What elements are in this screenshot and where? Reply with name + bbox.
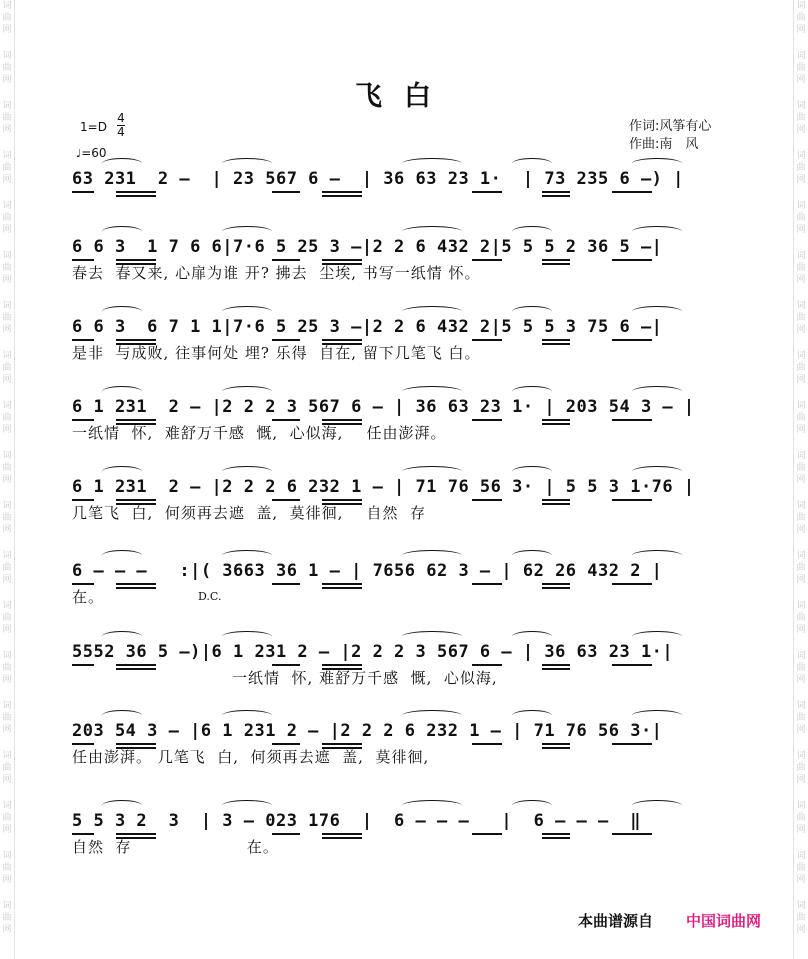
beam-underline (322, 191, 362, 193)
lyrics-line: 几笔飞 白, 何须再去遮 盖, 莫徘徊, 自然 存 (72, 504, 427, 522)
slur-arc (102, 631, 142, 642)
slur-arc (632, 710, 682, 721)
watermark-char: 词 (2, 401, 12, 411)
slur-arc (632, 386, 682, 397)
beam-underline (72, 833, 94, 835)
time-signature-bottom: 4 (117, 125, 125, 139)
score-row (72, 168, 732, 212)
beam-underline (472, 583, 502, 585)
beam-underline (542, 583, 570, 585)
watermark-char: 网 (2, 575, 12, 585)
slur-arc (632, 226, 682, 237)
watermark-char: 曲 (2, 763, 12, 773)
beam-underline (472, 664, 502, 666)
beam-underline (322, 583, 362, 585)
watermark-char: 曲 (796, 263, 806, 273)
watermark-char: 曲 (2, 563, 12, 573)
slur-arc (512, 386, 552, 397)
watermark-char: 词 (796, 751, 806, 761)
watermark-char: 词 (2, 1, 12, 11)
slur-arc (402, 158, 462, 169)
watermark-char: 网 (2, 375, 12, 385)
beam-underline (612, 664, 652, 666)
watermark-char: 词 (796, 351, 806, 361)
beam-underline (72, 339, 94, 341)
beam-underline (322, 339, 362, 341)
watermark-char: 词 (2, 551, 12, 561)
watermark-char: 曲 (2, 163, 12, 173)
lyricist-credit: 作词:风筝有心 (629, 119, 712, 134)
watermark-char: 词 (796, 501, 806, 511)
beam-underline (322, 743, 362, 745)
beam-underline (612, 419, 652, 421)
watermark-char: 网 (796, 225, 806, 235)
score-row (72, 641, 732, 685)
watermark-char: 曲 (2, 413, 12, 423)
slur-arc (402, 631, 462, 642)
watermark-char: 词 (2, 51, 12, 61)
watermark-char: 网 (2, 625, 12, 635)
lyrics-line: 是非 与成败, 往事何处 埋? 乐得 自在, 留下几笔飞 白。 (72, 344, 481, 362)
slur-arc (632, 550, 682, 561)
watermark-char: 曲 (2, 313, 12, 323)
watermark-char: 曲 (796, 563, 806, 573)
watermark-char: 网 (2, 925, 12, 935)
beam-underline (612, 833, 652, 835)
beam-underline (272, 664, 300, 666)
slur-arc (512, 631, 552, 642)
watermark-char: 网 (2, 775, 12, 785)
watermark-char: 词 (2, 251, 12, 261)
watermark-char: 词 (796, 301, 806, 311)
watermark-char: 网 (2, 125, 12, 135)
lyrics-line: 春去 春又来, 心扉为谁 开? 拂去 尘埃, 书写一纸情 怀。 (72, 264, 481, 282)
watermark-char: 曲 (2, 263, 12, 273)
watermark-char: 词 (796, 451, 806, 461)
beam-underline (272, 339, 300, 341)
notation-line: 203 54 3 – |6 1 231 2 – |2 2 2 6 232 1 – | 71 76 56 3·| (72, 721, 663, 741)
watermark-char: 网 (796, 175, 806, 185)
watermark-char: 网 (796, 325, 806, 335)
watermark-char: 词 (2, 701, 12, 711)
watermark-column-right (793, 0, 808, 959)
watermark-char: 网 (2, 525, 12, 535)
composer-credit: 作曲:南 风 (629, 137, 699, 152)
slur-arc (102, 550, 142, 561)
watermark-char: 曲 (2, 613, 12, 623)
beam-underline (322, 664, 362, 666)
watermark-char: 曲 (796, 863, 806, 873)
slur-arc (222, 158, 272, 169)
watermark-char: 网 (2, 25, 12, 35)
beam-underline (272, 583, 300, 585)
beam-underline (72, 259, 94, 261)
slur-arc (222, 710, 272, 721)
beam-underline (272, 743, 300, 745)
watermark-char: 词 (2, 201, 12, 211)
watermark-char: 词 (2, 351, 12, 361)
beam-underline (542, 419, 570, 421)
beam-underline (72, 583, 94, 585)
watermark-char: 网 (2, 825, 12, 835)
watermark-char: 词 (796, 201, 806, 211)
watermark-char: 曲 (2, 863, 12, 873)
watermark-char: 网 (2, 325, 12, 335)
tempo-value: =60 (81, 146, 107, 160)
beam-underline (72, 191, 94, 193)
score-row (72, 720, 732, 764)
time-signature-top: 4 (117, 111, 125, 125)
watermark-char: 曲 (2, 913, 12, 923)
watermark-char: 网 (796, 575, 806, 585)
beam-underline (612, 339, 652, 341)
slur-arc (402, 466, 462, 477)
beam-underline (116, 743, 156, 745)
notation-line: 6 6 3 1 7 6 6|7·6 5 25 3 –|2 2 6 432 2|5 5 5 2 36 5 –| (72, 237, 663, 257)
watermark-char: 词 (2, 651, 12, 661)
score-row (72, 476, 732, 520)
watermark-char: 词 (2, 151, 12, 161)
score-row (72, 236, 732, 280)
beam-underline (472, 191, 502, 193)
slur-arc (632, 466, 682, 477)
beam-underline (612, 191, 652, 193)
watermark-char: 网 (796, 775, 806, 785)
slur-arc (222, 306, 272, 317)
slur-arc (402, 800, 462, 811)
notation-line: 5552 36 5 –)|6 1 231 2 – |2 2 2 3 567 6 – | 36 63 23 1·| (72, 642, 674, 662)
watermark-char: 网 (796, 125, 806, 135)
slur-arc (102, 306, 142, 317)
watermark-char: 词 (796, 101, 806, 111)
notation-line: 6 6 3 6 7 1 1|7·6 5 25 3 –|2 2 6 432 2|5 5 5 3 75 6 –| (72, 317, 663, 337)
watermark-char: 曲 (796, 313, 806, 323)
song-title: 飞白 (355, 81, 453, 112)
watermark-char: 词 (2, 901, 12, 911)
watermark-char: 网 (796, 425, 806, 435)
beam-underline (322, 499, 362, 501)
slur-arc (222, 226, 272, 237)
watermark-char: 曲 (2, 13, 12, 23)
slur-arc (402, 226, 462, 237)
beam-underline (116, 499, 156, 501)
beam-underline (472, 259, 502, 261)
beam-underline (116, 191, 156, 193)
watermark-char: 曲 (796, 113, 806, 123)
watermark-char: 词 (796, 551, 806, 561)
watermark-char: 网 (2, 225, 12, 235)
watermark-char: 词 (2, 101, 12, 111)
watermark-char: 曲 (796, 913, 806, 923)
slur-arc (512, 466, 552, 477)
slur-arc (402, 710, 462, 721)
score-row (72, 396, 732, 440)
beam-underline (472, 419, 502, 421)
slur-arc (402, 306, 462, 317)
watermark-column-left (0, 0, 15, 959)
beam-underline (322, 419, 362, 421)
source-label: 本曲谱源自 (578, 912, 654, 930)
slur-arc (512, 306, 552, 317)
quarter-note-icon: ♩ (76, 147, 82, 160)
watermark-char: 网 (796, 925, 806, 935)
watermark-char: 曲 (2, 363, 12, 373)
watermark-char: 网 (2, 175, 12, 185)
beam-underline (542, 339, 570, 341)
beam-underline (116, 419, 156, 421)
watermark-char: 曲 (796, 613, 806, 623)
slur-arc (102, 386, 142, 397)
notation-line: 6 1 231 2 – |2 2 2 6 232 1 – | 71 76 56 3· | 5 5 3 1·76 | (72, 477, 695, 497)
lyrics-line: 自然 存 在。 (72, 838, 279, 856)
beam-underline (116, 583, 156, 585)
slur-arc (102, 466, 142, 477)
watermark-char: 曲 (2, 663, 12, 673)
watermark-char: 词 (796, 701, 806, 711)
watermark-char: 词 (796, 851, 806, 861)
lyrics-line: 一纸情 怀, 难舒万千感 慨, 心似海, 任由澎湃。 (72, 424, 447, 442)
watermark-char: 曲 (796, 763, 806, 773)
watermark-char: 词 (796, 651, 806, 661)
beam-underline (72, 419, 94, 421)
score-row (72, 810, 732, 854)
watermark-char: 网 (796, 725, 806, 735)
beam-underline (322, 833, 362, 835)
beam-underline (272, 499, 300, 501)
beam-underline (612, 499, 652, 501)
watermark-char: 词 (2, 601, 12, 611)
beam-underline (542, 833, 570, 835)
slur-arc (102, 226, 142, 237)
watermark-char: 曲 (796, 663, 806, 673)
score-row (72, 316, 732, 360)
watermark-char: 网 (796, 25, 806, 35)
watermark-char: 网 (2, 275, 12, 285)
watermark-char: 曲 (796, 413, 806, 423)
beam-underline (116, 339, 156, 341)
slur-arc (102, 800, 142, 811)
beam-underline (612, 259, 652, 261)
watermark-char: 网 (796, 275, 806, 285)
slur-arc (512, 226, 552, 237)
watermark-char: 词 (796, 251, 806, 261)
slur-arc (512, 710, 552, 721)
watermark-char: 网 (2, 875, 12, 885)
slur-arc (102, 158, 142, 169)
beam-underline (612, 583, 652, 585)
watermark-char: 词 (796, 1, 806, 11)
watermark-char: 曲 (796, 213, 806, 223)
watermark-char: 网 (796, 375, 806, 385)
watermark-char: 网 (796, 475, 806, 485)
watermark-char: 曲 (796, 463, 806, 473)
watermark-char: 词 (2, 451, 12, 461)
watermark-char: 网 (796, 625, 806, 635)
beam-underline (542, 191, 570, 193)
watermark-char: 网 (2, 675, 12, 685)
watermark-char: 曲 (796, 713, 806, 723)
site-name[interactable]: 中国词曲网 (686, 912, 762, 930)
notation-line: 6 – – – :|( 3663 36 1 – | 7656 62 3 – | 62 26 432 2 | (72, 561, 663, 581)
beam-underline (322, 259, 362, 261)
watermark-char: 网 (796, 875, 806, 885)
slur-arc (632, 306, 682, 317)
slur-arc (632, 631, 682, 642)
beam-underline (472, 743, 502, 745)
watermark-char: 网 (796, 675, 806, 685)
slur-arc (222, 466, 272, 477)
beam-underline (116, 259, 156, 261)
lyrics-line: 在。 (72, 588, 105, 606)
watermark-char: 网 (796, 825, 806, 835)
watermark-char: 词 (796, 51, 806, 61)
key-signature: 1=D (80, 120, 107, 134)
watermark-char: 词 (796, 401, 806, 411)
watermark-char: 词 (796, 801, 806, 811)
lyrics-line: 一纸情 怀, 难舒万千感 慨, 心似海, (232, 669, 498, 687)
watermark-char: 曲 (2, 213, 12, 223)
beam-underline (72, 499, 94, 501)
beam-underline (72, 664, 94, 666)
beam-underline (472, 833, 502, 835)
watermark-char: 网 (2, 425, 12, 435)
lyrics-line (72, 195, 732, 215)
beam-underline (272, 419, 300, 421)
watermark-char: 词 (796, 901, 806, 911)
watermark-char: 词 (796, 151, 806, 161)
slur-arc (512, 800, 552, 811)
beam-underline (542, 743, 570, 745)
beam-underline (272, 833, 300, 835)
watermark-char: 曲 (796, 813, 806, 823)
beam-underline (116, 664, 156, 666)
notation-line: 6 1 231 2 – |2 2 2 3 567 6 – | 36 63 23 1· | 203 54 3 – | (72, 397, 695, 417)
watermark-char: 网 (796, 75, 806, 85)
watermark-char: 曲 (2, 513, 12, 523)
watermark-char: 词 (2, 851, 12, 861)
slur-arc (222, 631, 272, 642)
watermark-char: 词 (2, 801, 12, 811)
beam-underline (72, 743, 94, 745)
time-signature (116, 112, 126, 139)
slur-arc (222, 386, 272, 397)
tempo-marking (76, 146, 107, 160)
beam-underline (542, 259, 570, 261)
slur-arc (402, 550, 462, 561)
slur-arc (222, 550, 272, 561)
watermark-char: 曲 (796, 363, 806, 373)
watermark-char: 曲 (796, 13, 806, 23)
notation-line: 63 231 2 – | 23 567 6 – | 36 63 23 1· | 73 235 6 –) | (72, 169, 684, 189)
beam-underline (612, 743, 652, 745)
slur-arc (632, 158, 682, 169)
lyrics-line: 任由澎湃。 几笔飞 白, 何须再去遮 盖, 莫徘徊, (72, 748, 430, 766)
credits (629, 118, 711, 154)
watermark-char: 词 (2, 501, 12, 511)
slur-arc (632, 800, 682, 811)
watermark-char: 词 (2, 301, 12, 311)
beam-underline (542, 499, 570, 501)
beam-underline (542, 664, 570, 666)
slur-arc (402, 386, 462, 397)
notation-line: 5 5 3 2 3 | 3 – 023 176 | 6 – – – | 6 – – – ‖ (72, 811, 641, 831)
watermark-char: 曲 (796, 513, 806, 523)
watermark-char: 网 (796, 525, 806, 535)
watermark-char: 曲 (2, 113, 12, 123)
slur-arc (102, 710, 142, 721)
slur-arc (512, 158, 552, 169)
score-row (72, 560, 732, 604)
dc-mark: D.C. (198, 590, 222, 603)
beam-underline (116, 833, 156, 835)
watermark-char: 曲 (2, 713, 12, 723)
slur-arc (512, 550, 552, 561)
watermark-char: 曲 (796, 163, 806, 173)
watermark-char: 网 (2, 725, 12, 735)
watermark-char: 曲 (796, 63, 806, 73)
watermark-char: 词 (796, 601, 806, 611)
beam-underline (272, 191, 300, 193)
beam-underline (272, 259, 300, 261)
beam-underline (472, 339, 502, 341)
watermark-char: 曲 (2, 463, 12, 473)
beam-underline (472, 499, 502, 501)
watermark-char: 曲 (2, 63, 12, 73)
slur-arc (222, 800, 272, 811)
watermark-char: 曲 (2, 813, 12, 823)
watermark-char: 网 (2, 75, 12, 85)
watermark-char: 词 (2, 751, 12, 761)
watermark-char: 网 (2, 475, 12, 485)
